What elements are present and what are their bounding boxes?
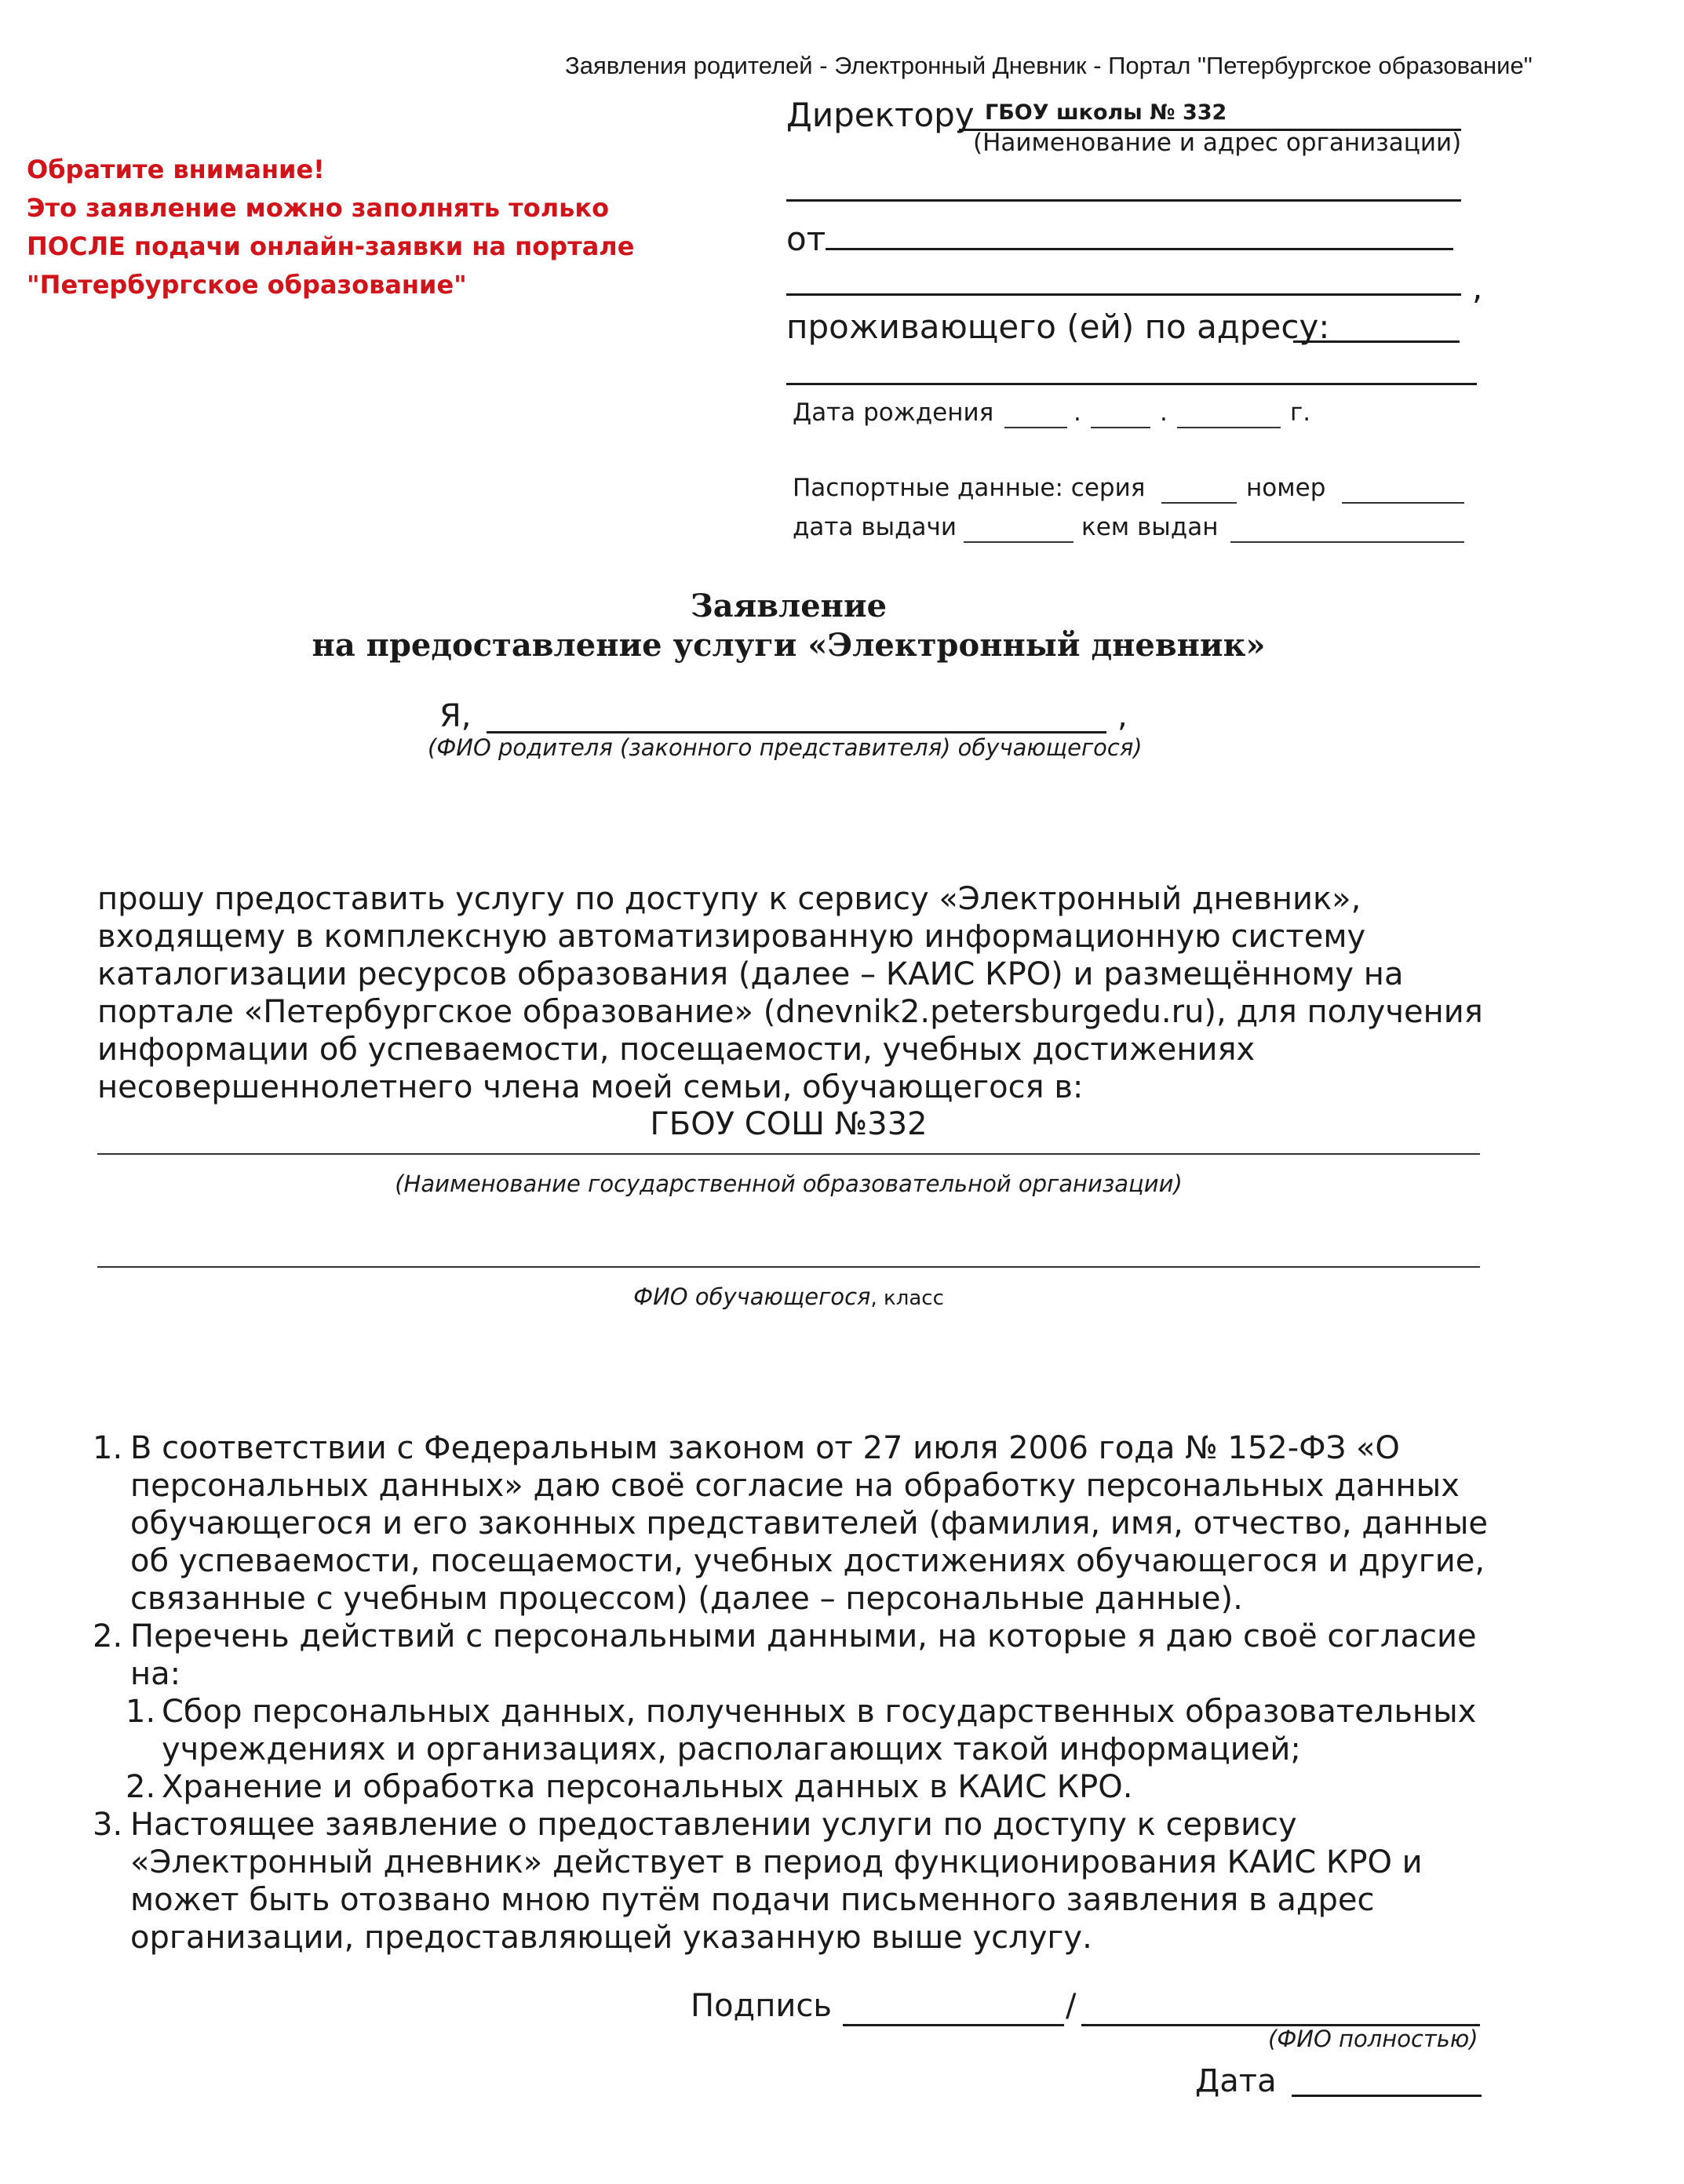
- applicant-prefix: Я,: [439, 698, 472, 734]
- from-label: от: [786, 220, 826, 258]
- notice-line: Это заявление можно заполнять только: [27, 193, 610, 223]
- signature-slash: /: [1066, 1988, 1077, 2024]
- signature-field[interactable]: [843, 2024, 1064, 2026]
- passport-series-field[interactable]: [1161, 502, 1237, 504]
- date-field[interactable]: [1292, 2095, 1482, 2097]
- residence-field-2[interactable]: [786, 383, 1477, 385]
- birth-month-field[interactable]: [1091, 427, 1150, 428]
- org-address-field[interactable]: [786, 199, 1461, 202]
- from-field[interactable]: [826, 248, 1453, 250]
- applicant-name-field[interactable]: [487, 731, 1106, 733]
- birth-label: Дата рождения: [793, 399, 994, 427]
- school-hint: (Наименование государственной образовательной организации): [395, 1170, 1183, 1197]
- list-number: 2.: [93, 1618, 123, 1654]
- birth-dot: .: [1160, 399, 1168, 427]
- issued-by-field[interactable]: [1230, 541, 1464, 543]
- paragraph-line: прошу предоставить услугу по доступу к сервису «Электронный дневник»,: [97, 881, 1361, 917]
- notice-line: "Петербургское образование": [27, 270, 467, 300]
- list-number: 3.: [93, 1807, 123, 1843]
- title-line-2: на предоставление услуги «Электронный дневник»: [312, 627, 1266, 664]
- list-line: учреждениях и организациях, располагающих такой информацией;: [162, 1731, 1301, 1767]
- student-hint: ФИО обучающегося: [633, 1283, 871, 1310]
- list-item: [130, 1429, 1488, 1618]
- list-line: «Электронный дневник» действует в период функционирования КАИС КРО и: [130, 1844, 1423, 1880]
- passport-number-field[interactable]: [1342, 502, 1464, 504]
- page-header: Заявления родителей - Электронный Дневник - Портал "Петербургское образование": [565, 52, 1533, 79]
- paragraph-line: каталогизации ресурсов образования (далее – КАИС КРО) и размещённому на: [97, 956, 1404, 992]
- birth-suffix: г.: [1290, 399, 1311, 427]
- consent-list: [0, 1429, 1684, 1963]
- notice-block: [27, 151, 634, 304]
- title-line-1: Заявление: [690, 588, 888, 624]
- director-value: ГБОУ школы № 332: [985, 100, 1227, 125]
- list-line: об успеваемости, посещаемости, учебных достижениях обучающегося и другие,: [130, 1543, 1485, 1579]
- list-line: обучающегося и его законных представителей (фамилия, имя, отчество, данные: [130, 1505, 1489, 1542]
- student-field[interactable]: [97, 1266, 1480, 1268]
- issued-by-label: кем выдан: [1081, 513, 1219, 541]
- list-item: [162, 1768, 1132, 1806]
- list-line: на:: [130, 1656, 181, 1692]
- list-item: [130, 1618, 1477, 1693]
- signature-label: Подпись: [691, 1988, 832, 2024]
- list-line: организации, предоставляющей указанную выше услугу.: [130, 1920, 1092, 1956]
- director-label: Директору: [786, 96, 975, 134]
- number-label: номер: [1246, 474, 1326, 502]
- date-label: Дата: [1195, 2063, 1277, 2099]
- birth-year-field[interactable]: [1177, 427, 1281, 428]
- list-number: 2.: [126, 1769, 156, 1805]
- issue-date-field[interactable]: [964, 541, 1073, 543]
- list-item: [162, 1693, 1476, 1768]
- school-value: ГБОУ СОШ №332: [650, 1106, 928, 1142]
- comma: ,: [1472, 268, 1483, 307]
- residence-field[interactable]: [1293, 340, 1460, 343]
- list-item: [130, 1806, 1423, 1956]
- list-line: связанные с учебным процессом) (далее – персональные данные).: [130, 1581, 1243, 1617]
- paragraph-line: несовершеннолетнего члена моей семьи, обучающегося в:: [97, 1069, 1084, 1105]
- applicant-suffix: ,: [1117, 698, 1128, 734]
- list-line: Настоящее заявление о предоставлении услуги по доступу к сервису: [130, 1807, 1297, 1843]
- school-field[interactable]: [97, 1153, 1480, 1155]
- notice-line: Обратите внимание!: [27, 155, 325, 184]
- paragraph-line: входящему в комплексную автоматизированную информационную систему: [97, 919, 1366, 955]
- full-name-hint: (ФИО полностью): [1268, 2026, 1478, 2052]
- issue-date-label: дата выдачи: [793, 513, 957, 541]
- birth-day-field[interactable]: [1004, 427, 1067, 428]
- student-hint-row: [0, 1283, 1577, 1310]
- list-line: Сбор персональных данных, полученных в государственных образовательных: [162, 1694, 1477, 1730]
- list-number: 1.: [126, 1694, 156, 1730]
- residence-label: проживающего (ей) по адресу:: [786, 308, 1330, 346]
- from-field-2[interactable]: [786, 293, 1461, 296]
- list-line: может быть отозвано мною путём подачи письменного заявления в адрес: [130, 1882, 1375, 1918]
- applicant-hint: (ФИО родителя (законного представителя) обучающегося): [428, 734, 1143, 761]
- paragraph-line: портале «Петербургское образование» (dnevnik2.petersburgedu.ru), для получения: [97, 994, 1483, 1030]
- paragraph-line: информации об успеваемости, посещаемости, учебных достижениях: [97, 1032, 1256, 1068]
- list-number: 1.: [93, 1430, 123, 1466]
- list-line: В соответствии с Федеральным законом от 27 июля 2006 года № 152-ФЗ «О: [130, 1430, 1400, 1466]
- list-line: Хранение и обработка персональных данных в КАИС КРО.: [162, 1769, 1133, 1805]
- list-line: Перечень действий с персональными данными, на которые я даю своё согласие: [130, 1618, 1477, 1654]
- birth-dot: .: [1073, 399, 1081, 427]
- org-hint: (Наименование и адрес организации): [973, 129, 1462, 157]
- notice-line: ПОСЛЕ подачи онлайн-заявки на портале: [27, 231, 635, 261]
- list-line: персональных данных» даю своё согласие на обработку персональных данных: [130, 1468, 1460, 1504]
- passport-label: Паспортные данные: серия: [793, 474, 1146, 502]
- request-paragraph: [97, 880, 1483, 1106]
- student-hint-suffix: , класс: [870, 1287, 944, 1310]
- document-title: [0, 587, 1577, 665]
